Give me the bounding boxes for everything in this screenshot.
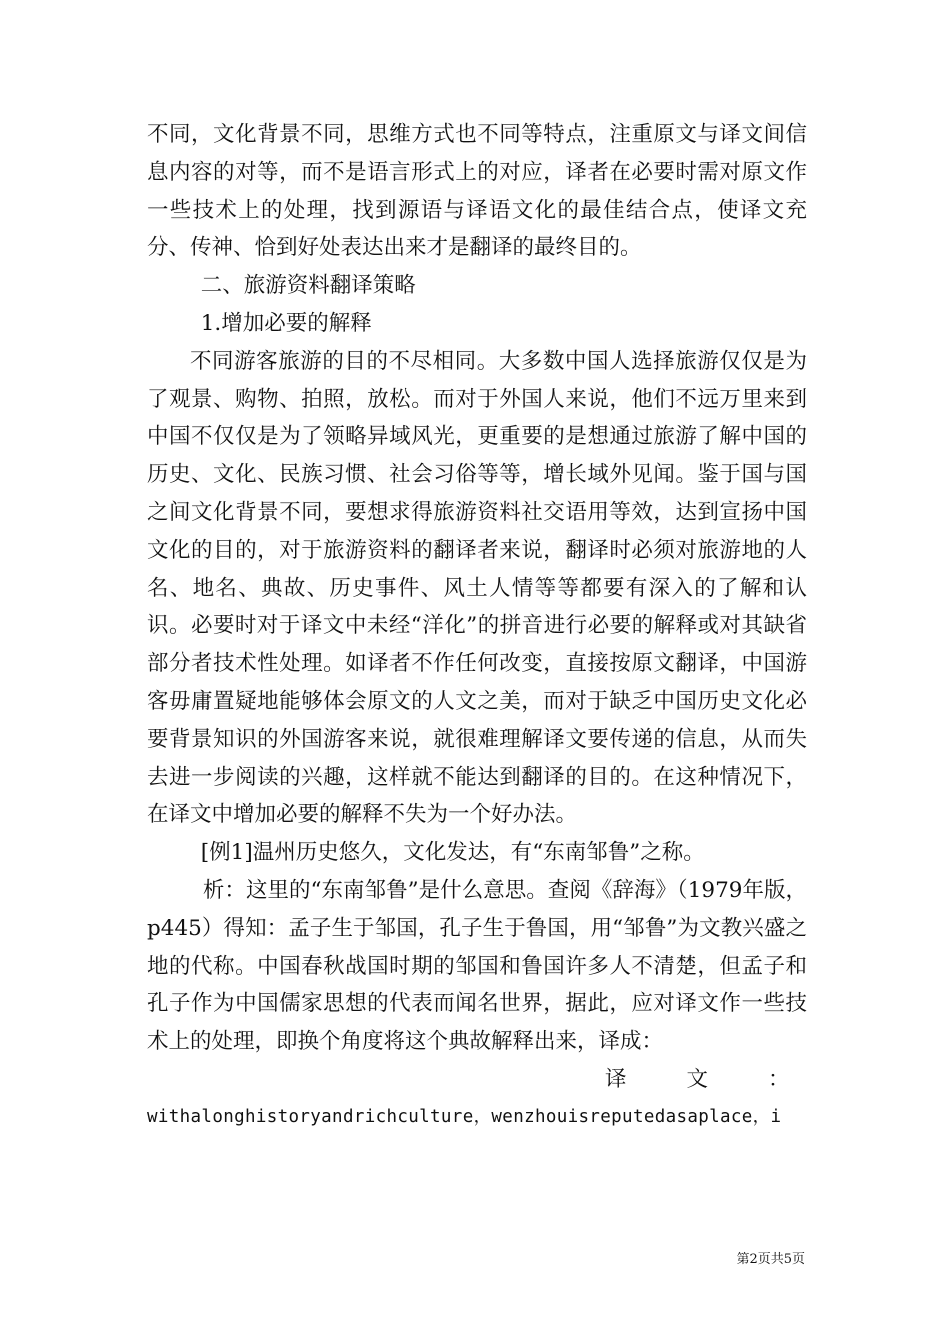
section-heading: 二、旅游资料翻译策略 [200,273,416,299]
example-paragraph: [例1]温州历史悠久，文化发达，有“东南邹鲁”之称。 [200,840,705,866]
translation-label: 译文： [605,1066,850,1092]
translation-english-text: withalonghistoryandrichculture，wenzhouisreputedasaplace，i [147,1106,782,1127]
analysis-paragraph: 析：这里的“东南邹鲁”是什么意思。查阅《辞海》（1979年版，p445）得知：孟子生于邹国，孔子生于鲁国，用“邹鲁”为文教兴盛之地的代称。中国春秋战国时期的邹国和鲁国许多人不清楚，但孟子和孔子作为中国儒家思想的代表而闻名世界，据此，应对译文作一些技术上的处理，即换个角度将这个典故解释出来，译成： [147,877,807,1055]
document-body [147,116,850,1137]
paragraph-intro-continuation: 不同，文化背景不同，思维方式也不同等特点，注重原文与译文间信息内容的对等，而不是语言形式上的对应，译者在必要时需对原文作一些技术上的处理，找到源语与译语文化的最佳结合点，使译文充分、传神、恰到好处表达出来才是翻译的最终目的。 [147,122,807,261]
subsection-heading: 1.增加必要的解释 [200,310,372,336]
page-number-footer: 第2页共5页 [736,1252,805,1267]
paragraph-body-main: 不同游客旅游的目的不尽相同。大多数中国人选择旅游仅仅是为了观景、购物、拍照，放松。而对于外国人来说，他们不远万里来到中国不仅仅是为了领略异域风光，更重要的是想通过旅游了解中国的历史、文化、民族习惯、社会习俗等等，增长域外见闻。鉴于国与国之间文化背景不同，要想求得旅游资料社交语用等效，达到宣扬中国文化的目的，对于旅游资料的翻译者来说，翻译时必须对旅游地的人名、地名、典故、历史事件、风土人情等等都要有深入的了解和认识。必要时对于译文中未经“洋化”的拼音进行必要的解释或对其缺省部分者技术性处理。如译者不作任何改变，直接按原文翻译，中国游客毋庸置疑地能够体会原文的人文之美，而对于缺乏中国历史文化必要背景知识的外国游客来说，就很难理解译文要传递的信息，从而失去进一步阅读的兴趣，这样就不能达到翻译的目的。在这种情况下，在译文中增加必要的解释不失为一个好办法。 [147,348,807,828]
